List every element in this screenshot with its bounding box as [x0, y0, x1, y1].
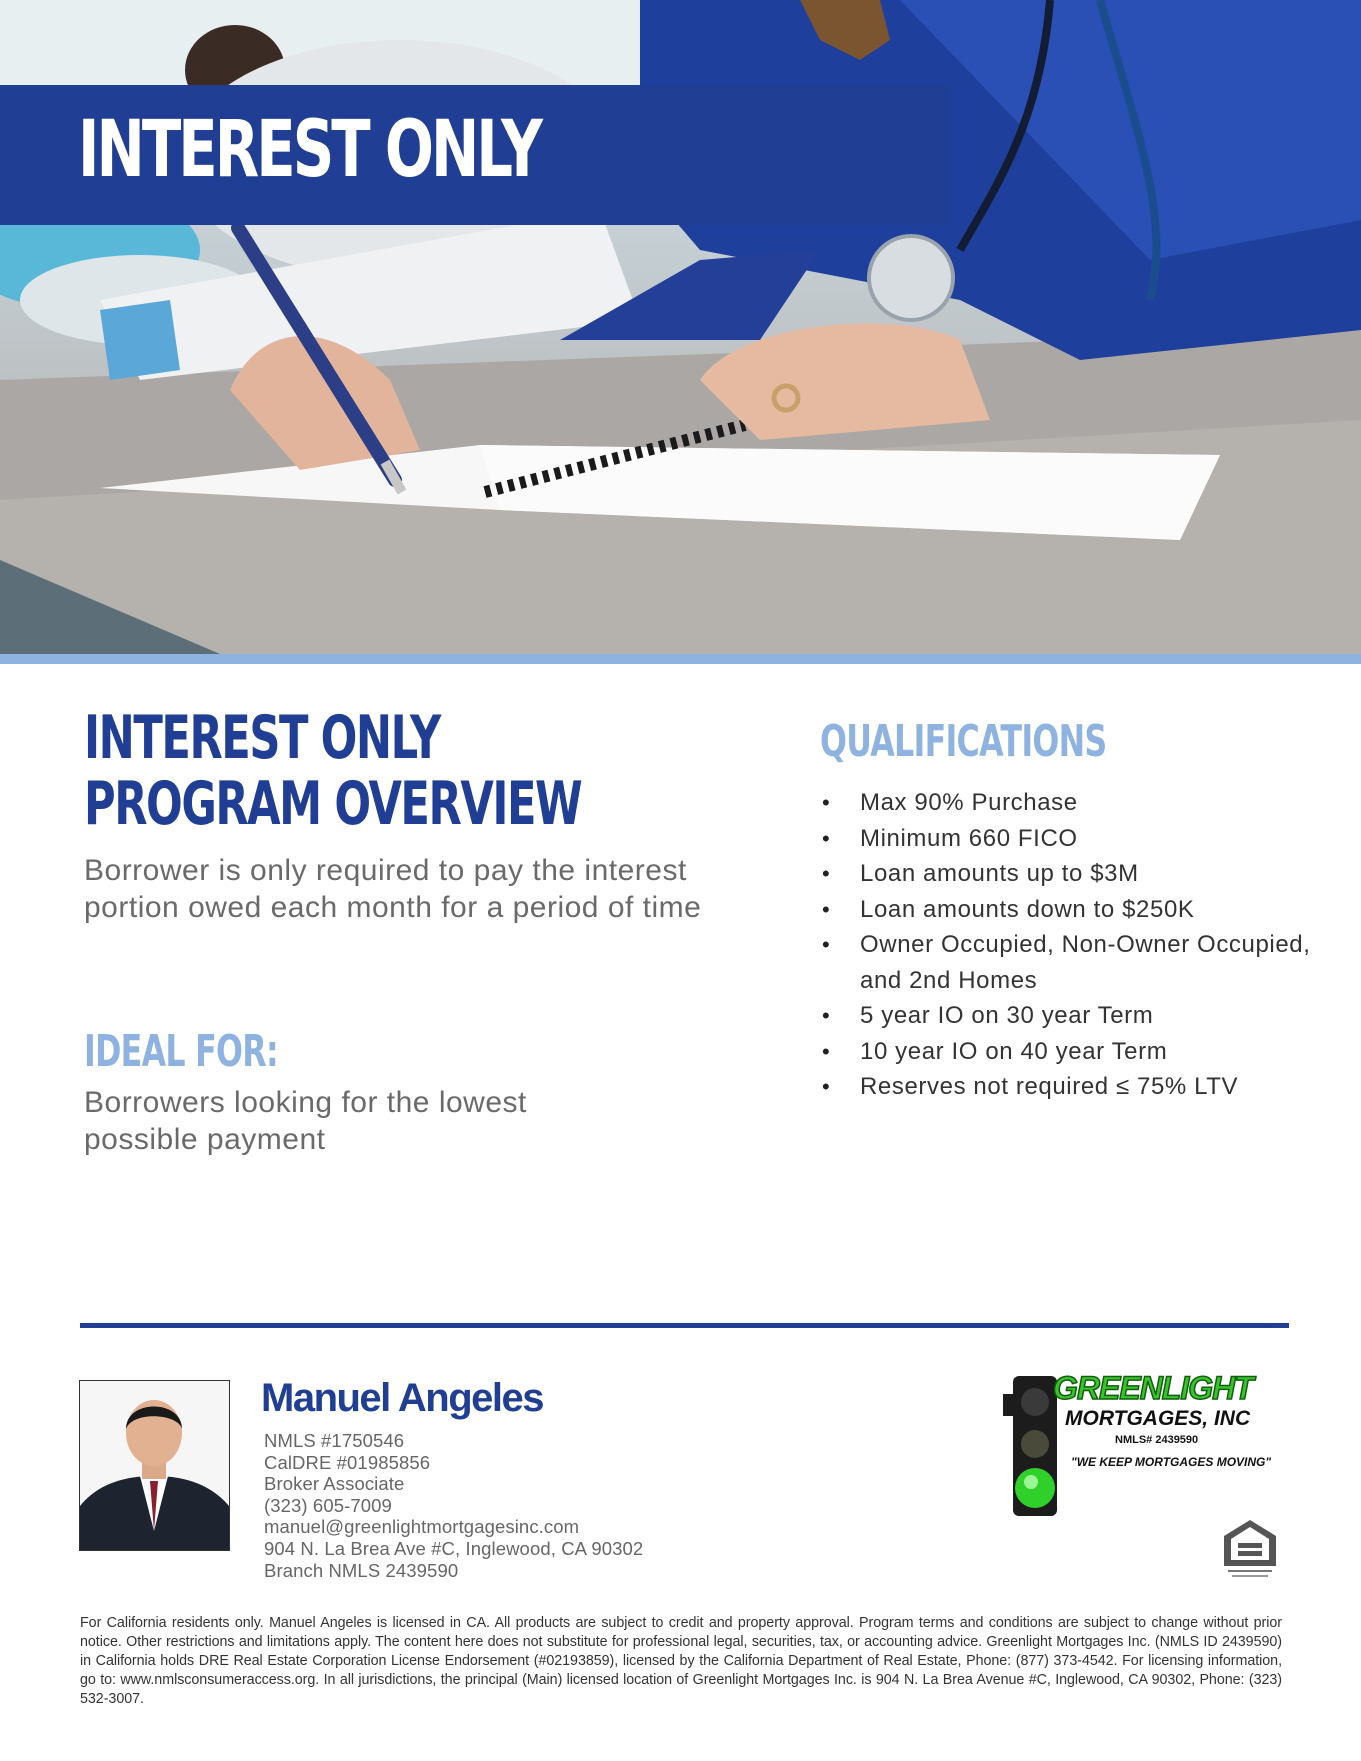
- bullet: •: [822, 825, 831, 851]
- agent-headshot: [79, 1380, 230, 1551]
- agent-headshot-illustration: [80, 1381, 229, 1550]
- list-item: [820, 785, 1320, 821]
- legal-disclaimer: For California residents only. Manuel Angeles is licensed in CA. All products are subject to credit and property approval. Program terms and conditions are subject to change without prior notice. Other restrictions and limitations apply. The content here does not substitute for professional legal, securities, tax, or accounting advice. Greenlight Mortgages Inc. (NMLS ID 2439590) in California holds DRE Real Estate Corporation License Endorsement (#02193859), licensed by the California Department of Real Estate, Phone: (877) 373-4542. For licensing information, go to: www.nmlsconsumeraccess.org. In all jurisdictions, the principal (Main) licensed location of Greenlight Mortgages Inc. is 904 N. La Brea Avenue #C, Inglewood, CA 90302, Phone: (323) 532-3007.: [80, 1615, 1282, 1707]
- agent-nmls: NMLS #1750546: [264, 1430, 405, 1451]
- agent-email[interactable]: manuel@greenlightmortgagesinc.com: [264, 1516, 580, 1538]
- branch-nmls: Branch NMLS 2439590: [264, 1559, 459, 1581]
- list-item: [820, 856, 1320, 892]
- agent-caldre: CalDRE #01985856: [264, 1451, 431, 1473]
- list-item: [820, 892, 1320, 928]
- equal-housing-opportunity-icon: [1222, 1518, 1278, 1580]
- list-item: [820, 821, 1320, 857]
- ideal-for-heading: IDEAL FOR:: [84, 1026, 278, 1077]
- bullet: •: [822, 1074, 831, 1099]
- agent-name: Manuel Angeles: [261, 1376, 544, 1420]
- agent-contact-details: [264, 1430, 643, 1581]
- qualification-text: Minimum 660 FICO: [860, 824, 1078, 852]
- program-overview-heading: [84, 705, 581, 837]
- qualification-text: 5 year IO on 30 year Term: [860, 1002, 1154, 1029]
- bullet: •: [822, 861, 831, 886]
- hero-accent-stripe: [0, 654, 1361, 664]
- agent-phone[interactable]: (323) 605-7009: [264, 1494, 392, 1516]
- program-overview-heading-line-1: INTEREST ONLY: [84, 703, 440, 773]
- list-item: [820, 927, 1320, 998]
- list-item: [820, 998, 1320, 1034]
- agent-role: Broker Associate: [264, 1473, 405, 1495]
- list-item: [820, 1034, 1320, 1070]
- bullet: •: [822, 932, 831, 957]
- qualification-text: Owner Occupied, Non-Owner Occupied, and 2nd Homes: [860, 931, 1311, 994]
- list-item: [820, 1069, 1320, 1105]
- qualifications-list: [820, 785, 1320, 1105]
- logo-slogan: "WE KEEP MORTGAGES MOVING": [1071, 1455, 1272, 1469]
- bullet: •: [822, 1038, 831, 1064]
- greenlight-logo: [1003, 1372, 1277, 1522]
- qualifications-heading: QUALIFICATIONS: [820, 716, 1107, 767]
- logo-nmls: NMLS# 2439590: [1115, 1434, 1199, 1446]
- bullet: •: [822, 1003, 831, 1028]
- footer-divider: [80, 1323, 1289, 1328]
- program-overview-description: Borrower is only required to pay the interest portion owed each month for a period of time: [84, 854, 702, 924]
- agent-address: 904 N. La Brea Ave #C, Inglewood, CA 90302: [264, 1537, 644, 1559]
- qualification-text: Reserves not required ≤ 75% LTV: [860, 1073, 1239, 1100]
- program-overview-heading-line-2: PROGRAM OVERVIEW: [84, 769, 582, 839]
- bullet: •: [822, 790, 831, 815]
- ideal-for-description: Borrowers looking for the lowest possible payment: [84, 1086, 527, 1156]
- qualification-text: Loan amounts up to $3M: [860, 860, 1139, 887]
- logo-brand: GREENLIGHT: [1053, 1370, 1253, 1406]
- qualification-text: 10 year IO on 40 year Term: [860, 1037, 1168, 1065]
- logo-brand-line-2: MORTGAGES, INC: [1065, 1407, 1251, 1430]
- bullet: •: [822, 896, 831, 922]
- qualification-text: Max 90% Purchase: [860, 789, 1078, 816]
- qualification-text: Loan amounts down to $250K: [860, 895, 1195, 923]
- title-banner: [0, 85, 950, 225]
- page-title: INTEREST ONLY: [78, 105, 540, 195]
